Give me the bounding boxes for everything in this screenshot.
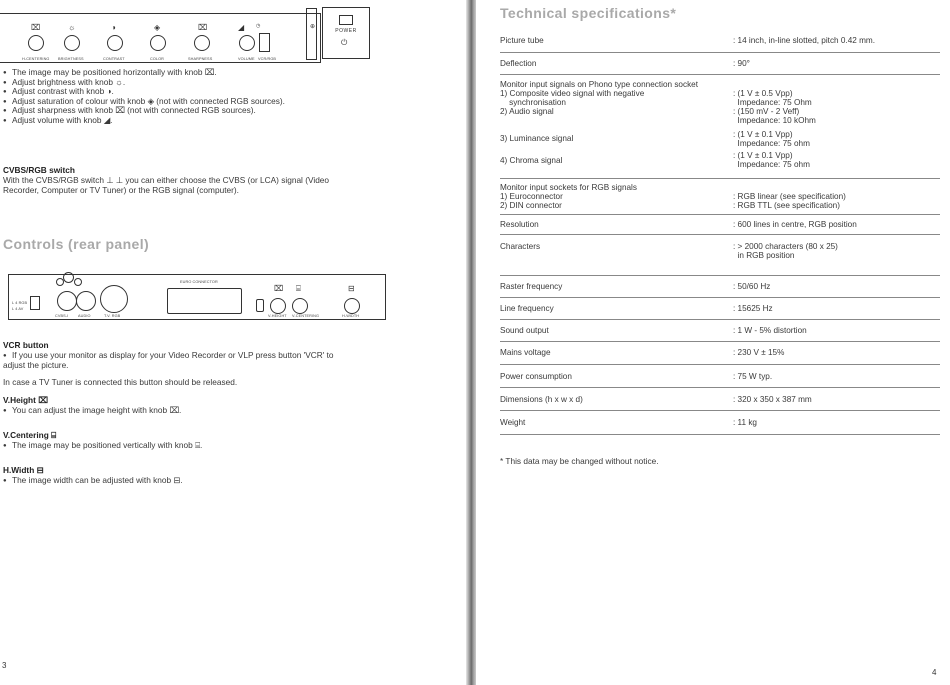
left-page [0,0,468,685]
spec-label: 2) DIN connector [500,201,562,210]
spec-value: : 15625 Hz [733,304,773,313]
table-row [500,342,940,365]
spec-value: : 1 W - 5% distortion [733,326,807,335]
v-height-label: V-HEIGHT [268,314,287,318]
v-centering-heading: V.Centering ⌸ [3,430,57,440]
spec-label: 3) Luminance signal [500,134,574,143]
spec-value: : (1 V ± 0.1 Vpp) [733,151,793,160]
table-row [500,411,940,435]
table-row [500,320,940,342]
spec-label: 4) Chroma signal [500,156,563,165]
v-centering-knob [292,298,308,314]
spec-label: Characters [500,242,541,251]
h-centering-label: H-CENTERING [22,57,50,61]
list-item: ● The image width can be adjusted with knob ⊟. [3,476,443,486]
list-item: ● Adjust sharpness with knob ⌧ (not with connected RGB sources). [3,106,443,116]
spec-value: : RGB linear (see specification) [733,192,846,201]
h-width-knob [344,298,360,314]
spec-value: : 600 lines in centre, RGB position [733,220,857,229]
spec-value: : 14 inch, in-line slotted, pitch 0.42 mm. [733,36,875,45]
table-row [500,235,940,276]
spec-value: Impedance: 75 ohm [733,160,810,169]
table-row [500,53,940,75]
table-row [500,276,940,298]
spec-label: Monitor input sockets for RGB signals [500,183,637,192]
brightness-label: BRIGHTNESS [58,57,84,61]
vcr-list [3,351,458,361]
spec-label: Monitor input signals on Phono type connection socket [500,80,698,89]
table-row [500,31,940,53]
spec-label: Sound output [500,326,549,335]
brightness-icon: ☼ [68,23,76,32]
h-width-icon: ⊟ [348,284,355,293]
rear-panel-title: Controls (rear panel) [3,236,150,252]
v-height-list [3,406,443,416]
list-item: ● If you use your monitor as display for your Video Recorder or VLP press button 'VCR' to [3,351,458,361]
spec-value: : 11 kg [733,418,757,427]
vcr-button [256,299,264,312]
spec-value: : (1 V ± 0.1 Vpp) [733,130,793,139]
front-controls-list [3,68,443,126]
page-number-left: 3 [2,661,7,670]
right-page [476,0,950,685]
spec-value: : 75 W typ. [733,372,773,381]
audio-socket [76,291,96,311]
v-height-heading: V.Height ⌧ [3,395,48,405]
cvbs-rgb-text-1: With the CVBS/RGB switch ⊥ ⊥ you can either choose the CVBS (or LCA) signal (Video [3,175,330,185]
volume-icon: ◢ [238,23,245,32]
spec-value: Impedance: 10 kOhm [733,116,816,125]
specs-footnote: * This data may be changed without notice. [500,456,659,466]
av-switch-label: L 4 AV [12,307,24,311]
spec-label: 2) Audio signal [500,107,554,116]
power-button-icon: ⏻ [341,38,348,47]
v-height-knob [270,298,286,314]
sharpness-icon: ⌧ [198,23,208,32]
front-panel-slot [306,8,317,60]
list-item: ● You can adjust the image height with knob ⌧. [3,406,443,416]
table-row [500,75,940,179]
spec-label: Dimensions (h x w x d) [500,395,583,404]
v-centering-icon: ⌸ [296,284,301,293]
contrast-label: CONTRAST [103,57,125,61]
vcr-rgb-label: VCR/RGB [258,57,276,61]
colour-knob [150,35,166,51]
table-row [500,179,940,215]
cvbs-label: CVBS-I [55,314,69,318]
spec-value: : 50/60 Hz [733,282,771,291]
front-panel-diagram [0,0,371,63]
cvbs-rgb-heading: CVBS/RGB switch [3,165,75,175]
list-item: ● Adjust volume with knob ◢. [3,116,443,126]
rear-panel-diagram [0,266,468,326]
power-symbol-icon: ⊕ [310,24,316,30]
vcr-rgb-icon: ◷ [256,23,261,29]
spec-label: Weight [500,418,526,427]
vcr-rgb-switch [259,33,270,52]
tv-rgb-label: T.V. RGB [104,314,121,318]
specs-table [500,31,940,435]
spec-label: Deflection [500,59,537,68]
vcr-text-3: In case a TV Tuner is connected this button should be released. [3,377,238,387]
spec-value: : 320 x 350 x 387 mm [733,395,812,404]
sharpness-knob [194,35,210,51]
phono-socket [63,272,74,283]
power-switch-box [322,7,370,59]
power-indicator-icon [339,15,353,25]
table-row [500,365,940,388]
spec-label: Power consumption [500,372,572,381]
spec-value: : 230 V ± 15% [733,348,785,357]
volume-label: VOLUME [238,57,255,61]
vcr-text-2: adjust the picture. [3,360,69,370]
vcr-heading: VCR button [3,340,49,350]
spec-value: : RGB TTL (see specification) [733,201,840,210]
spec-label: Resolution [500,220,539,229]
phono-socket [74,278,82,286]
spec-label: Mains voltage [500,348,551,357]
euro-connector [167,288,242,314]
v-centering-list [3,441,443,451]
table-row [500,215,940,235]
spec-label: Picture tube [500,36,544,45]
euro-connector-label: EURO CONNECTOR [180,280,218,284]
h-width-list [3,476,443,486]
power-label: POWER [335,28,357,34]
page-number-right: 4 [932,668,937,677]
h-width-heading: H.Width ⊟ [3,465,44,475]
table-row [500,388,940,411]
h-position-icon: ⌧ [31,23,41,32]
table-row [500,298,940,320]
rear-switch [30,296,40,310]
volume-knob [239,35,255,51]
sharpness-label: SHARPNESS [188,57,213,61]
list-item: ● Adjust brightness with knob ☼. [3,78,443,88]
din-rgb-socket [100,285,128,313]
cvbs-socket [57,291,77,311]
list-item: ● The image may be positioned vertically with knob ⌸. [3,441,443,451]
colour-icon: ◈ [154,23,161,32]
audio-label: AUDIO [78,314,91,318]
v-height-icon: ⌧ [274,284,284,293]
spec-value: Impedance: 75 Ohm [733,98,812,107]
h-width-label: H-WIDTH [342,314,360,318]
spec-label: synchronisation [500,98,566,107]
spec-value: in RGB position [733,251,795,260]
list-item: ● Adjust saturation of colour with knob ◈ (not with connected RGB sources). [3,97,443,107]
cvbs-rgb-text-2: Recorder, Computer or TV Tuner) or the RGB signal (computer). [3,185,239,195]
spec-label: Raster frequency [500,282,563,291]
spec-label: 1) Euroconnector [500,192,563,201]
spec-value: : > 2000 characters (80 x 25) [733,242,838,251]
v-centering-label: V-CENTERING [292,314,320,318]
spec-value: : (1 V ± 0.5 Vpp) [733,89,793,98]
colour-label: COLOR [150,57,165,61]
spec-label: 1) Composite video signal with negative [500,89,645,98]
contrast-icon: ◑ [111,23,116,32]
spec-value: : (150 mV - 2 Veff) [733,107,800,116]
list-item: ● The image may be positioned horizontally with knob ⌧. [3,68,443,78]
brightness-knob [64,35,80,51]
spec-value: Impedance: 75 ohm [733,139,810,148]
list-item: ● Adjust contrast with knob ◑. [3,87,443,97]
rgb-switch-label: L 4 RGB [12,301,28,305]
spec-label: Line frequency [500,304,554,313]
contrast-knob [107,35,123,51]
specs-title: Technical specifications* [500,5,677,21]
spec-value: : 90° [733,59,750,68]
h-centering-knob [28,35,44,51]
